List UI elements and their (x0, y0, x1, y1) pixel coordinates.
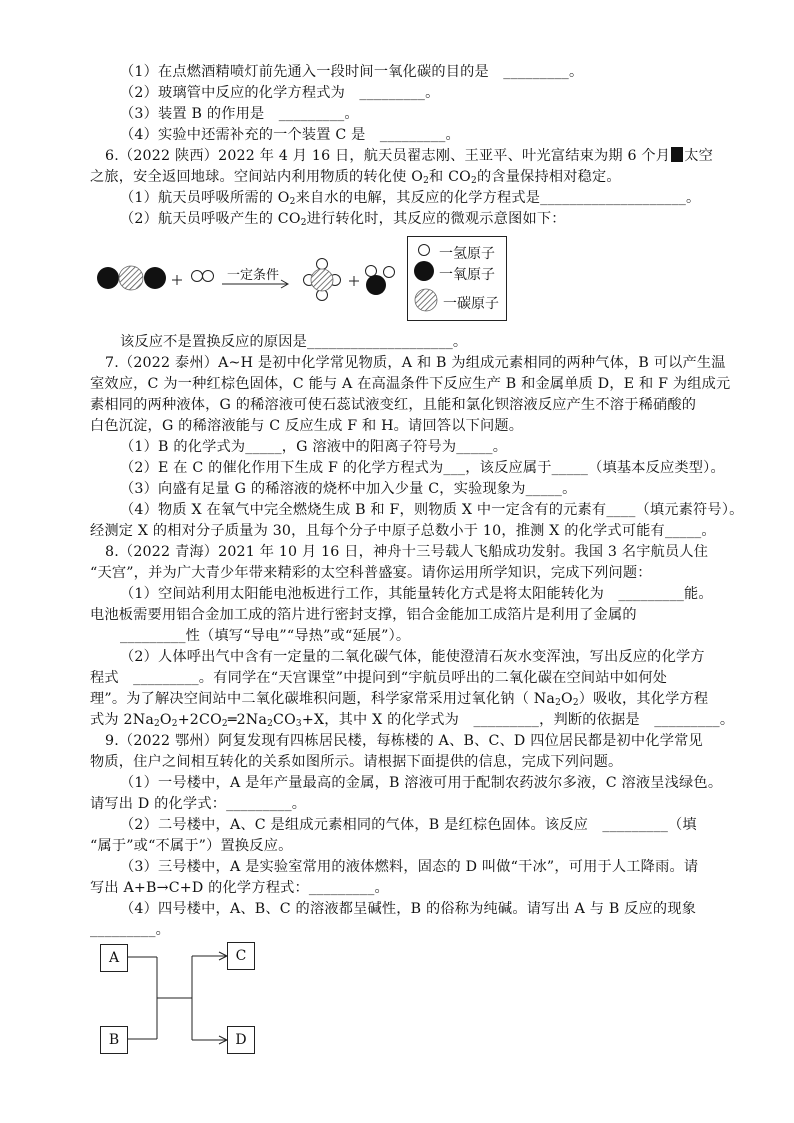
q8-part2-equation: 式为 $2Na_2O_2+2CO_2═2Na_2CO_3+X$，其中 X 的化学式为 _________，判断的依据是 _________。 (90, 712, 735, 729)
q7-stem-line2: 室效应，C 为一种红棕色固体，C 能与 A 在高温条件下反应生产 B 和金属单质 D，E 和 F 为组成元 (90, 376, 731, 392)
q7-part4: （4）物质 X 在氧气中完全燃烧生成 B 和 F，则物质 X 中一定含有的元素有____（填元素符号）。 (120, 502, 744, 518)
q7-stem-line1: 7.（2022 泰州）A~H 是初中化学常见物质，A 和 B 为组成元素相同的两种气体，B 可以产生温 (105, 355, 726, 371)
legend-hydrogen: 一氢原子 (439, 246, 495, 262)
q9-part3-cont: 写出 A+B→C+D 的化学方程式：_________。 (90, 880, 389, 896)
q7-stem-line3: 素相同的两种液体，G 的稀溶液可使石蕊试液变红，且能和氯化钡溶液反应产生不溶于稀硝酸的 (90, 397, 697, 413)
q9-stem-line2: 物质，住户之间相互转化的关系如图所示。请根据下面提供的信息，完成下列问题。 (90, 754, 623, 770)
q5-part2: （2）玻璃管中反应的化学方程式为 _________。 (120, 85, 440, 101)
q8-part1-cont1: 电池板需要用铝合金加工成的箔片进行密封支撑，铝合金能加工成箔片是利用了金属的 (90, 607, 637, 623)
q9-part2: （2）二号楼中，A、C 是组成元素相同的气体，B 是红棕色固体。该反应 _________（填 (120, 817, 697, 833)
reaction-condition-label: 一定条件 (227, 268, 280, 283)
q8-part1-cont2: _________性（填写“导电”“导热”或“延展”）。 (120, 628, 411, 644)
q9-stem-line1: 9.（2022 鄂州）阿复发现有四栋居民楼，每栋楼的 A、B、C、D 四位居民都是初中化学常见 (105, 733, 703, 749)
q9-part4-cont: _________。 (90, 922, 171, 938)
q8-part2-cont1: 程式 _________。有同学在“天宫课堂”中提问到“宇航员呼出的二氧化碳在空间站中如何处 (90, 670, 668, 686)
q6-part2-answer: 该反应不是置换反应的原因是____________________。 (120, 334, 468, 350)
q8-part2: （2）人体呼出气中含有一定量的二氧化碳气体，能使澄清石灰水变浑浊，写出反应的化学方 (120, 649, 705, 665)
q6-stem-line1: 6.（2022 陕西）2022 年 4 月 16 日，航天员翟志刚、王亚平、叶光富结束为期 6 个月 太空 (105, 148, 713, 164)
q9-part2-cont: “属于”或“不属于”）置换反应。 (90, 838, 293, 854)
legend-carbon: 一碳原子 (443, 296, 499, 312)
q5-part4: （4）实验中还需补充的一个装置 C 是 _________。 (120, 127, 460, 143)
q8-stem-line2: “天宫”，并为广大青少年带来精彩的太空科普盛宴。请你运用所学知识，完成下列问题： (90, 565, 652, 581)
q9-part1-cont: 请写出 D 的化学式：_________。 (90, 796, 307, 812)
box-b: B (100, 1026, 128, 1054)
q9-part3: （3）三号楼中，A 是实验室常用的液体燃料，固态的 D 叫做“干冰”，可用于人工降雨。请 (120, 859, 699, 875)
q6-part2: （2）航天员呼吸产生的 $CO_2$进行转化时，其反应的微观示意图如下： (120, 211, 566, 228)
q7-part2: （2）E 在 C 的催化作用下生成 F 的化学方程式为___，该反应属于_____（填基本反应类型）。 (120, 460, 725, 476)
q9-part1: （1）一号楼中，A 是年产量最高的金属，B 溶液可用于配制农药波尔多液，C 溶液呈浅绿色。 (120, 775, 723, 791)
q7-part1: （1）B 的化学式为_____，G 溶液中的阳离子符号为_____。 (120, 439, 508, 455)
q6-part1: （1）航天员呼吸所需的 $O_2$来自水的电解，其反应的化学方程式是____________________。 (120, 190, 701, 207)
box-d: D (227, 1026, 255, 1054)
q5-part3: （3）装置 B 的作用是 _________。 (120, 106, 359, 122)
q9-part4: （4）四号楼中，A、B、C 的溶液都呈碱性，B 的俗称为纯碱。请写出 A 与 B 反应的现象 (120, 901, 697, 917)
q7-part4-cont: 经测定 X 的相对分子质量为 30，且每个分子中原子总数小于 10，推测 X 的化学式可能有_____。 (90, 523, 716, 539)
q5-part1: （1）在点燃酒精喷灯前先通入一段时间一氧化碳的目的是 _________。 (120, 64, 584, 80)
q7-part3: （3）向盛有足量 G 的稀溶液的烧杯中加入少量 C，实验现象为_____。 (120, 481, 577, 497)
q8-part1: （1）空间站利用太阳能电池板进行工作，其能量转化方式是将太阳能转化为 _________能。 (120, 586, 713, 602)
q8-stem-line1: 8.（2022 青海）2021 年 10 月 16 日，神舟十三号载人飞船成功发射。我国 3 名宇航员人住 (105, 544, 709, 560)
q6-stem-line2: 之旅，安全返回地球。空间站内利用物质的转化使 $O_2$和 $CO_2$的含量保持相对稳定。 (90, 169, 621, 186)
q7-stem-line4: 白色沉淀，G 的稀溶液能与 C 反应生成 F 和 H。请回答以下问题。 (90, 418, 524, 434)
box-a: A (100, 944, 128, 972)
q8-part2-cont2: 理”。为了解决空间站中二氧化碳堆积问题，科学家常采用过氧化钠（ $Na_2O_2$）吸收，其化学方程 (90, 691, 709, 708)
legend-oxygen: 一氧原子 (439, 267, 495, 283)
box-c: C (227, 942, 255, 970)
